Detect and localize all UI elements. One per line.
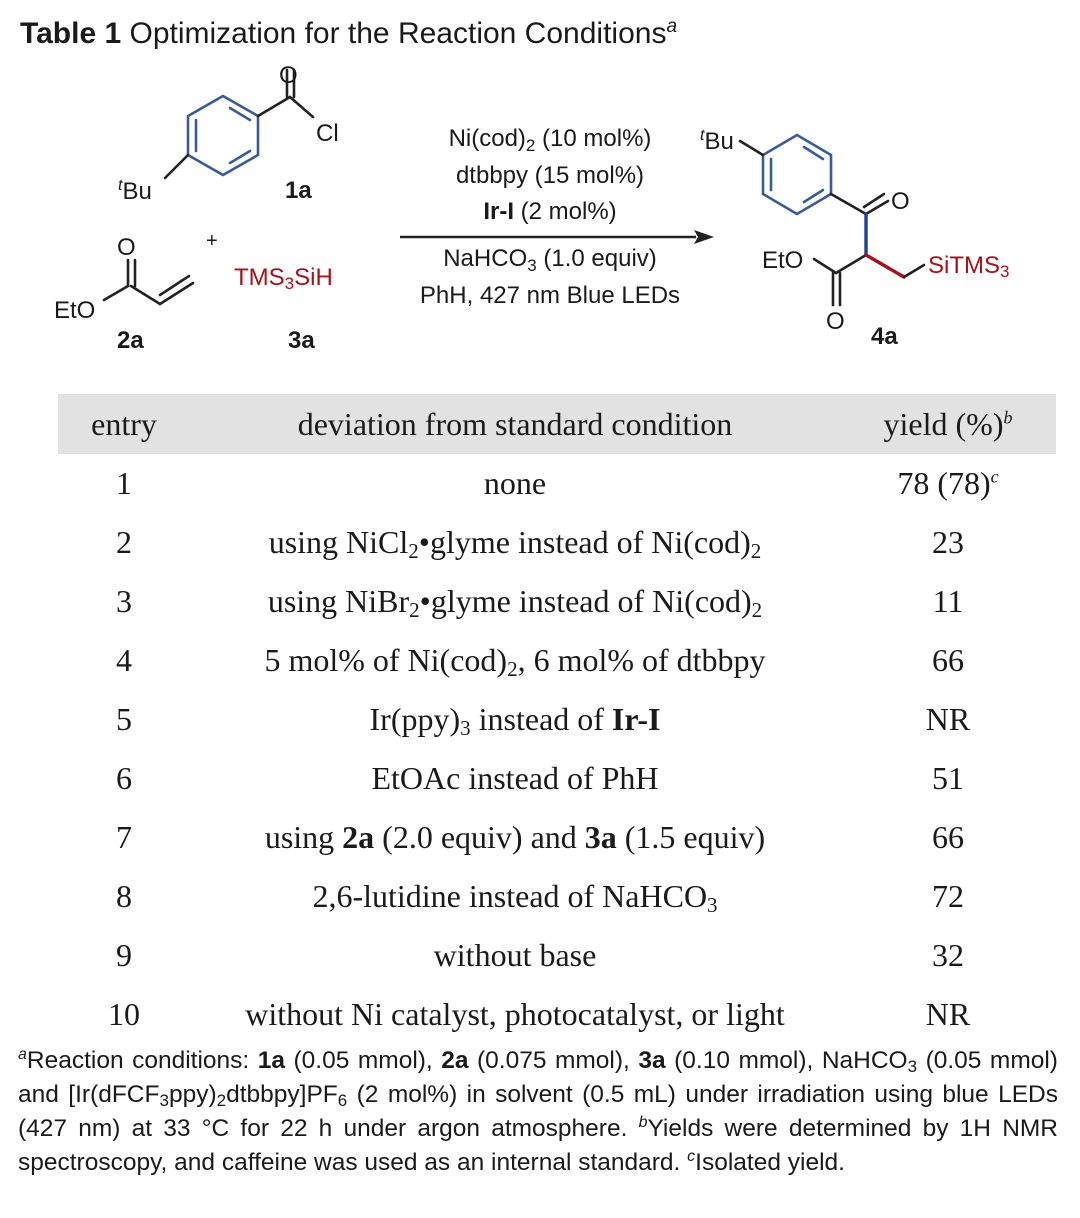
deviation-cell: $Ir(ppy)_3$ instead of Ir-I: [369, 701, 661, 740]
table-row: [58, 513, 1056, 572]
deviation-cell: using NiBr$_2$•glyme instead of $Ni(cod)_2$: [267, 583, 763, 622]
entry-cell: 5: [116, 701, 132, 737]
entry-cell: 9: [116, 937, 132, 973]
table-row: [58, 631, 1056, 690]
ester-label-2a: EtO: [54, 297, 96, 324]
table-row: [58, 808, 1056, 867]
yield-cell: 66: [932, 642, 964, 678]
ester-label-4a: EtO: [762, 247, 804, 274]
yield-cell: 32: [932, 937, 964, 973]
deviation-cell: using NiCl$_2$•glyme instead of $Ni(cod)_2$: [268, 524, 762, 563]
deviation-cell: without Ni catalyst, photocatalyst, or light: [245, 996, 785, 1032]
atom-o-2a: O: [117, 234, 136, 261]
condition-catalyst: $Ni(cod)_2$ (10 mol%): [448, 125, 652, 155]
deviation-cell: using 2a (2.0 equiv) and 3a (1.5 equiv): [264, 819, 766, 855]
table-row: [58, 690, 1056, 749]
entry-cell: 6: [116, 760, 132, 796]
deviation-cell: without base: [433, 937, 597, 973]
condition-photocatalyst: Ir-I (2 mol%): [483, 198, 617, 225]
deviation-cell: 2,6-lutidine instead of NaHCO$_3$: [312, 878, 718, 917]
condition-ligand: dtbbpy (15 mol%): [455, 162, 645, 189]
yield-cell: 51: [932, 760, 964, 796]
yield-cell: 11: [932, 583, 964, 619]
table-row: [58, 985, 1056, 1044]
table-row: [58, 572, 1056, 631]
condition-base: NaHCO$_3$ (1.0 equiv): [443, 245, 657, 275]
entry-cell: 4: [116, 642, 132, 678]
table-row: [58, 926, 1056, 985]
atom-cl-1a: Cl: [316, 120, 339, 147]
tbu-label-1a: $^t$Bu: [118, 177, 152, 205]
footnote-a: $^a$Reaction conditions: 1a (0.05 mmol), 2a (0.075 mmol), 3a (0.10 mmol), NaHCO$_3$ (0.05 mmol) and $[Ir(dFCF_3ppy)_2dtbbpy]PF_6$ (2 mol%) in solvent (0.5 mL) under irradiation using blue LEDs (427 nm) at 33 °C for 22 h under argon atmosphere.: [18, 1045, 1058, 1142]
entry-cell: 7: [116, 819, 132, 855]
condition-solvent-light: PhH, 427 nm Blue LEDs: [419, 282, 681, 309]
deviation-cell: none: [483, 465, 547, 501]
atom-o-1a: O: [279, 62, 298, 89]
title-footnote-mark: a: [666, 16, 678, 37]
entry-cell: 10: [108, 996, 140, 1032]
yield-cell: 66: [932, 819, 964, 855]
structure-2a: [104, 260, 193, 304]
table-title: [20, 14, 677, 54]
table-footnotes: [18, 1044, 1058, 1180]
table-row: [58, 749, 1056, 808]
entry-cell: 2: [116, 524, 132, 560]
plus-sign: +: [206, 230, 218, 252]
silane-label-3a: $TMS_3SiH$: [234, 264, 333, 293]
yield-cell: 78 $(78)^c$: [897, 465, 999, 501]
structure-4a: [740, 135, 924, 305]
entry-cell: 1: [116, 465, 132, 501]
header-entry: entry: [91, 405, 157, 442]
deviation-cell: 5 mol% of $Ni(cod)_2$, 6 mol% of dtbbpy: [264, 642, 766, 681]
table-row: [58, 454, 1056, 513]
silyl-label-4a: SiTMS$_3$: [928, 252, 1010, 281]
footnote-b: $^b$Yields were determined by 1H NMR spectroscopy, and caffeine was used as an internal standard.: [18, 1113, 1058, 1176]
compound-label-4a: 4a: [871, 323, 898, 350]
reaction-scheme: [0, 55, 1080, 390]
entry-cell: 3: [116, 583, 132, 619]
table-title-text: Optimization for the Reaction Conditions: [129, 17, 667, 50]
atom-o-ester-4a: O: [826, 308, 845, 335]
yield-cell: 23: [932, 524, 964, 560]
atom-o-ketone-4a: O: [891, 188, 910, 215]
deviation-cell: EtOAc instead of PhH: [371, 760, 659, 796]
yield-cell: NR: [925, 996, 971, 1032]
table-label: Table 1: [20, 17, 122, 50]
footnote-c: $^c$Isolated yield.: [687, 1147, 845, 1176]
header-deviation: deviation from standard condition: [297, 405, 733, 442]
compound-label-3a: 3a: [288, 327, 315, 354]
yield-cell: 72: [932, 878, 964, 914]
compound-label-1a: 1a: [285, 177, 312, 204]
benzene-ring-4a: [763, 135, 831, 214]
header-yield: yield (%)$^b$: [883, 405, 1013, 442]
tbu-label-4a: $^t$Bu: [700, 127, 734, 155]
yield-cell: NR: [925, 701, 971, 737]
benzene-ring-1a: [188, 96, 258, 175]
compound-label-2a: 2a: [117, 327, 144, 354]
table-header-row: [58, 394, 1056, 454]
table-row: [58, 867, 1056, 926]
reaction-arrow: [400, 230, 714, 244]
entry-cell: 8: [116, 878, 132, 914]
optimization-table: [58, 394, 1056, 1044]
